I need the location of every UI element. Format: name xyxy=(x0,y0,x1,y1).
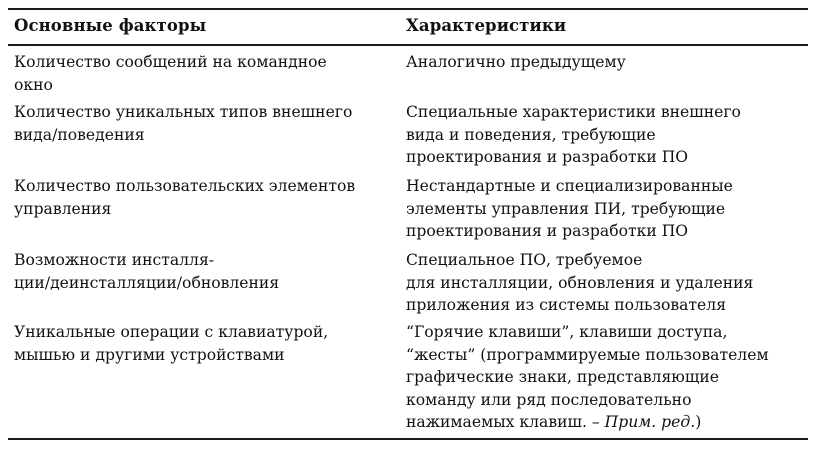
characteristic-closing: ) xyxy=(695,413,702,431)
factor-cell: Количество сообщений на командное окно xyxy=(14,53,327,94)
document-page xyxy=(8,0,808,461)
table-top-rule xyxy=(8,8,808,10)
factor-cell: Уникальные операции с клавиатурой, мышью и другими устройствами xyxy=(14,323,329,364)
characteristic-cell: Нестандартные и специализированные элементы управления ПИ, требующие проектирования и разработки ПО xyxy=(406,177,733,240)
characteristic-cell: Специальное ПО, требуемое для инсталляции, обновления и удаления приложения из системы пользователя xyxy=(406,251,754,314)
characteristic-cell: Аналогично предыдущему xyxy=(406,53,626,71)
header-factors: Основные факторы xyxy=(14,16,207,35)
table-bottom-rule xyxy=(8,438,808,440)
characteristic-text: “Горячие клавиши”, клавиши доступа, “жесты” (программируемые пользователем графические знаки, представляющие команду или ряд последовательно нажимаемых клавиш. – xyxy=(406,323,769,431)
factor-cell: Количество пользовательских элементов управления xyxy=(14,177,356,218)
characteristic-cell xyxy=(406,321,806,434)
header-characteristics: Характеристики xyxy=(406,16,567,35)
editor-note: Прим. ред. xyxy=(604,413,696,431)
factor-cell: Количество уникальных типов внешнего вида/поведения xyxy=(14,103,353,144)
table-header-rule xyxy=(8,44,808,46)
factor-cell: Возможности инсталля- ции/деинсталляции/обновления xyxy=(14,251,280,292)
characteristic-cell: Специальные характеристики внешнего вида и поведения, требующие проектирования и разработки ПО xyxy=(406,103,741,166)
